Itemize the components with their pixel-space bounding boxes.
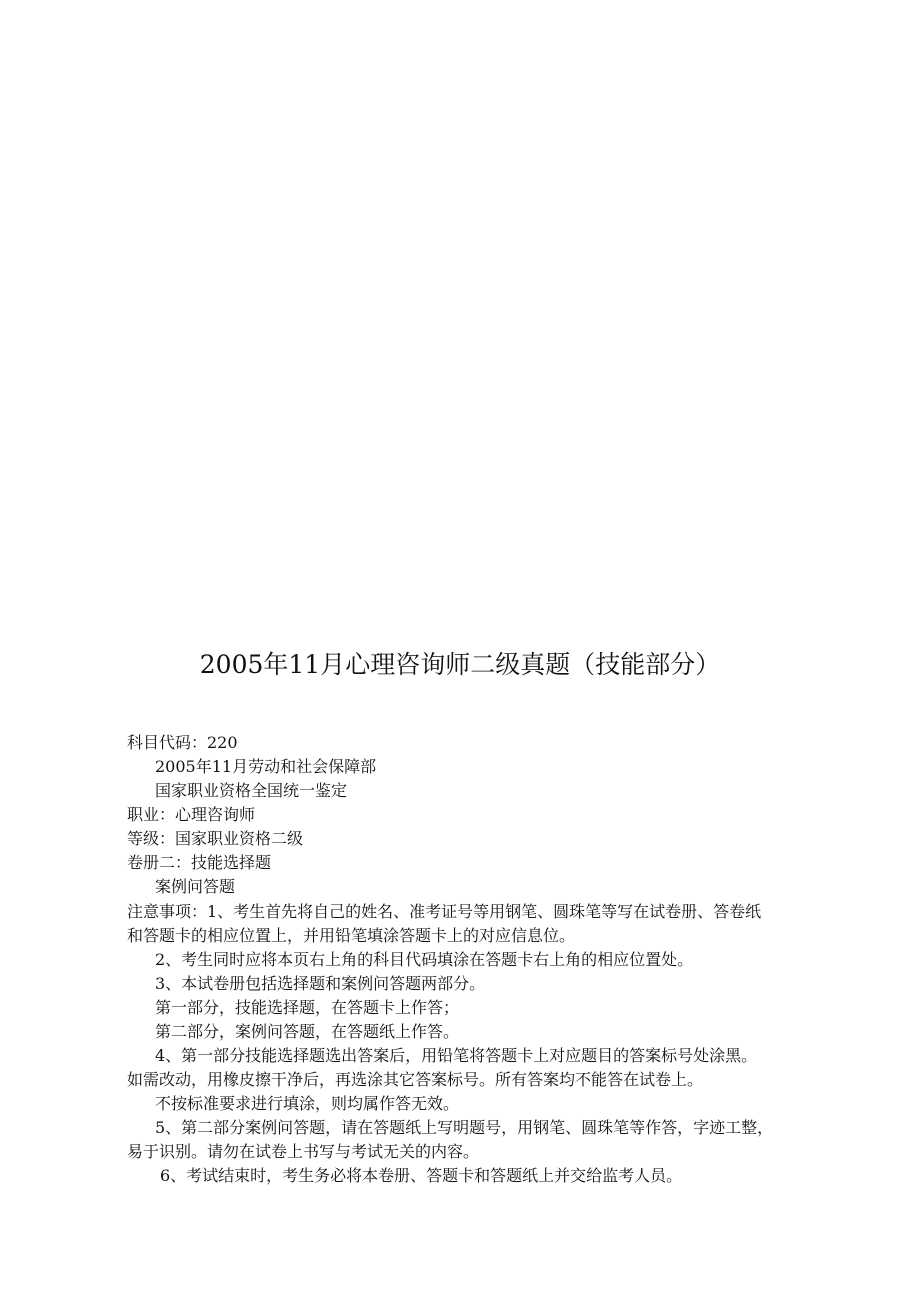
document-title: 2005年11月心理咨询师二级真题（技能部分） <box>199 650 721 679</box>
notice-line: 如需改动，用橡皮擦干净后，再选涂其它答案标号。所有答案均不能答在试卷上。 <box>127 1070 704 1089</box>
notice-line: 5、第二部分案例问答题，请在答题纸上写明题号，用钢笔、圆珠笔等作答，字迹工整， <box>155 1118 774 1137</box>
appraisal-line: 国家职业资格全国统一鉴定 <box>155 781 348 800</box>
subject-code-line: 科目代码：220 <box>127 733 238 752</box>
notice-line: 6、考试结束时，考生务必将本卷册、答题卡和答题纸上并交给监考人员。 <box>160 1166 683 1185</box>
notice-line: 3、本试卷册包括选择题和案例问答题两部分。 <box>155 974 486 993</box>
notice-line: 注意事项：1、考生首先将自己的姓名、准考证号等用钢笔、圆珠笔等写在试卷册、答卷纸 <box>127 902 762 921</box>
notice-line: 第二部分，案例问答题，在答题纸上作答。 <box>155 1022 460 1041</box>
notice-line: 不按标准要求进行填涂，则均属作答无效。 <box>155 1094 460 1113</box>
occupation-line: 职业：心理咨询师 <box>127 805 256 824</box>
notice-line: 易于识别。请勿在试卷上书写与考试无关的内容。 <box>127 1142 480 1161</box>
case-question-line: 案例问答题 <box>155 877 236 896</box>
notice-line: 4、第一部分技能选择题选出答案后，用铅笔将答题卡上对应题目的答案标号处涂黑。 <box>155 1046 758 1065</box>
notice-line: 和答题卡的相应位置上，并用铅笔填涂答题卡上的对应信息位。 <box>127 926 576 945</box>
notice-line: 2、考生同时应将本页右上角的科目代码填涂在答题卡右上角的相应位置处。 <box>155 950 694 969</box>
level-line: 等级：国家职业资格二级 <box>127 829 304 848</box>
volume-line: 卷册二：技能选择题 <box>127 853 272 872</box>
issuer-line: 2005年11月劳动和社会保障部 <box>155 757 377 776</box>
notice-line: 第一部分，技能选择题，在答题卡上作答； <box>155 998 460 1017</box>
